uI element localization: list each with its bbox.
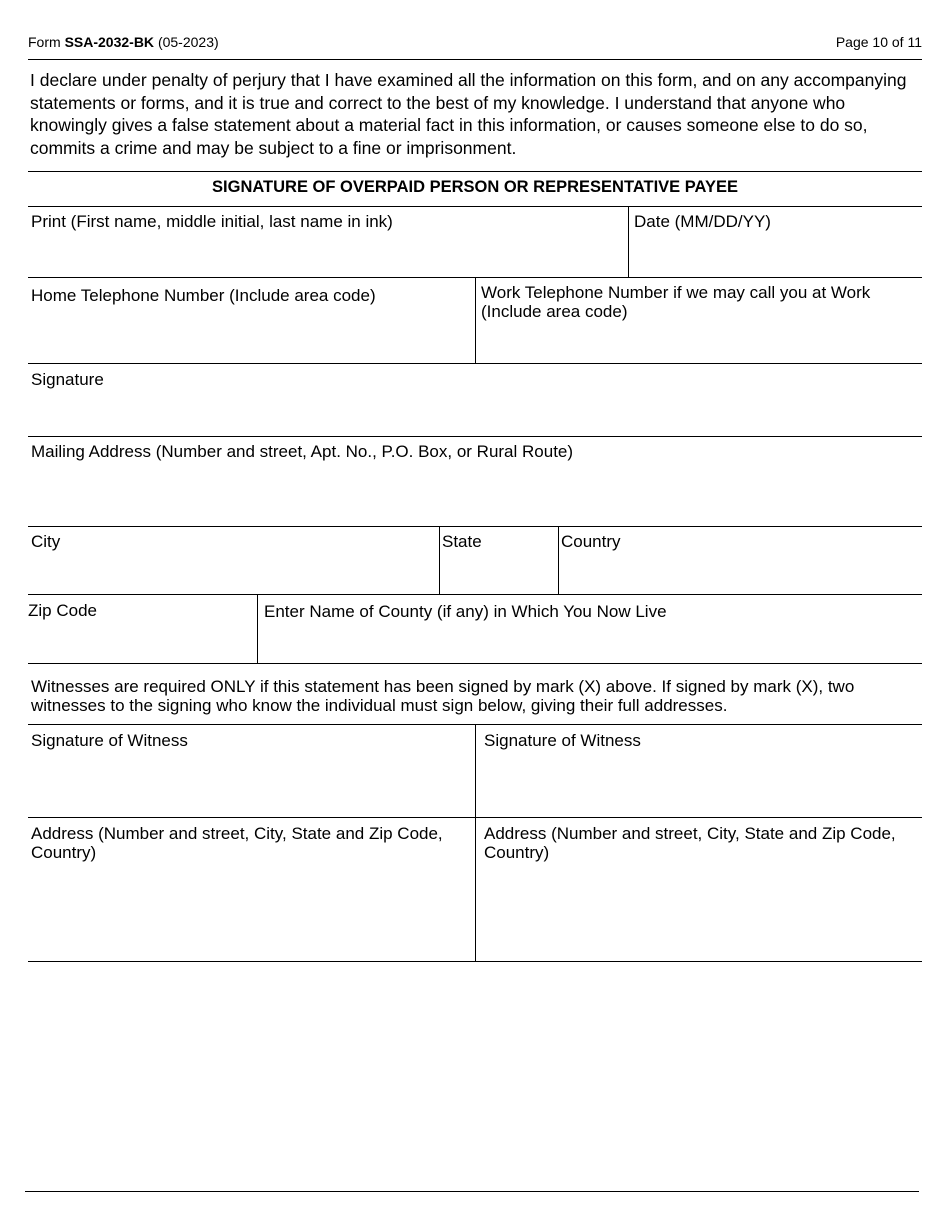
page-number: Page 10 of 11 xyxy=(835,34,922,50)
perjury-declaration: I declare under penalty of perjury that I have examined all the information on this form, and on any accompanying statements or forms, and it is true and correct to the best of my knowledge. I understand that anyone who knowingly gives a false statement about a material fact in this information, or causes someone else to do so, commits a crime and may be subject to a fine or imprisonment. xyxy=(30,70,907,158)
header-rule xyxy=(28,59,922,60)
date-label: Date (MM/DD/YY) xyxy=(634,212,771,231)
state-label: State xyxy=(442,532,482,551)
country-label: Country xyxy=(561,532,621,551)
form-prefix: Form xyxy=(28,34,61,50)
mailing-address-label: Mailing Address (Number and street, Apt. No., P.O. Box, or Rural Route) xyxy=(31,442,574,461)
form-date: (05-2023) xyxy=(157,34,219,50)
section-top-rule xyxy=(28,171,922,172)
home-phone-label: Home Telephone Number (Include area code) xyxy=(31,286,376,305)
row-rule xyxy=(28,663,922,664)
witness-instructions: Witnesses are required ONLY if this statement has been signed by mark (X) above. If signed by mark (X), two witnesses to the signing who know the individual must sign below, giving their full addresses. xyxy=(31,677,855,715)
section-title: SIGNATURE OF OVERPAID PERSON OR REPRESENTATIVE PAYEE xyxy=(212,178,738,196)
form-identifier xyxy=(28,34,219,50)
form-number: SSA-2032-BK xyxy=(64,34,155,50)
footer-rule xyxy=(25,1191,919,1192)
witness-2-signature-label: Signature of Witness xyxy=(484,731,641,750)
table-bottom-rule xyxy=(28,961,922,962)
print-name-label: Print (First name, middle initial, last name in ink) xyxy=(31,212,393,231)
zip-code-label: Zip Code xyxy=(28,601,97,620)
witness-1-signature-label: Signature of Witness xyxy=(31,731,188,750)
signature-field[interactable] xyxy=(28,364,922,436)
signature-label: Signature xyxy=(31,370,104,389)
city-field[interactable] xyxy=(28,527,439,594)
city-label: City xyxy=(31,532,61,551)
work-phone-label: Work Telephone Number if we may call you at Work (Include area code) xyxy=(481,283,871,321)
county-label: Enter Name of County (if any) in Which You Now Live xyxy=(264,602,667,621)
witness-1-address-label: Address (Number and street, City, State and Zip Code, Country) xyxy=(31,824,443,862)
witness-2-address-label: Address (Number and street, City, State and Zip Code, Country) xyxy=(484,824,896,862)
